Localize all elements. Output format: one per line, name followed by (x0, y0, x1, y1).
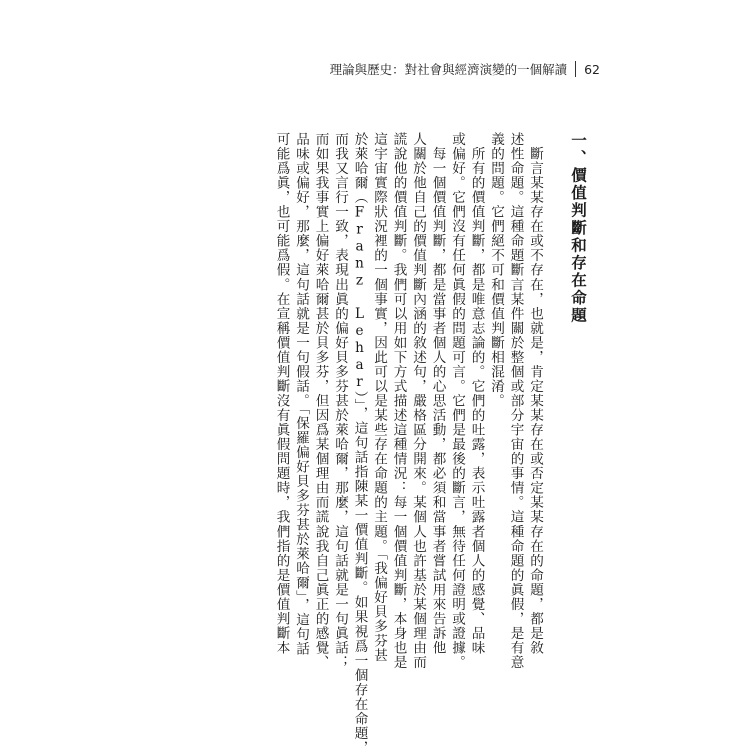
vertical-text-body (210, 132, 587, 755)
section-heading: 一、價值判斷和存在命題 (569, 132, 587, 325)
text-column-8: 謊說他的價值判斷。我們可以用如下方式描述這種情況：每一個價值判斷，本身也是 (390, 132, 407, 670)
text-column-9: 這宇宙實際狀況裡的一個事實，因此可以是某些存在命題的主題。「我偏好貝多芬甚 (371, 132, 387, 663)
text-column-1: 斷言某某存在或不存在，也就是，肯定某某存在或否定某某存在的命題，都是敘 (527, 132, 543, 656)
running-header (330, 60, 600, 78)
text-column-2: 述性命題。這種命題斷言某件關於整個或部分宇宙的事情。這種命題的眞假，是有意 (507, 132, 524, 670)
text-column-11: 而我又言行一致，表現出眞的偏好貝多芬甚於萊哈爾，那麼，這句話就是一句眞話； (332, 132, 348, 670)
text-column-3: 義的問題。它們絕不可和價值判斷相混淆。 (488, 132, 504, 409)
text-column-10: 於萊哈爾（Franz Lehar）」，這句話指陳某一價值判斷。如果視爲一個存在命題， (351, 132, 368, 755)
header-divider (575, 61, 576, 77)
text-column-12: 而如果我事實上偏好萊哈爾甚於貝多芬，但因爲某個理由而謊說我自己眞正的感覺、 (312, 132, 329, 670)
page-number: 62 (584, 61, 600, 77)
text-column-7: 人關於他自己的價值判斷內涵的敘述句，嚴格區分開來。某個人也許基於某個理由而 (410, 132, 426, 670)
text-column-13: 品味或偏好，那麼，這句話就是一句假話。「保羅偏好貝多芬甚於萊哈爾」，這句話 (293, 132, 309, 657)
book-title: 理論與歷史：對社會與經濟演變的一個解讀 (329, 62, 568, 77)
heading-spacer (541, 132, 551, 672)
text-column-5: 或偏好。它們沒有任何眞假的問題可言。它們是最後的斷言，無待任何證明或證據。 (449, 132, 465, 670)
text-column-14: 可能爲眞，也可能爲假。在宣稱價值判斷沒有眞假問題時，我們指的是價值判斷本 (273, 132, 290, 656)
text-column-6: 每一個價值判斷，都是當事者個人的心思活動，都必須和當事者嘗試用來告訴他 (429, 132, 446, 656)
text-column-4: 所有的價值判斷，都是唯意志論的。它們的吐露，表示吐露者個人的感覺、品味 (468, 132, 485, 656)
